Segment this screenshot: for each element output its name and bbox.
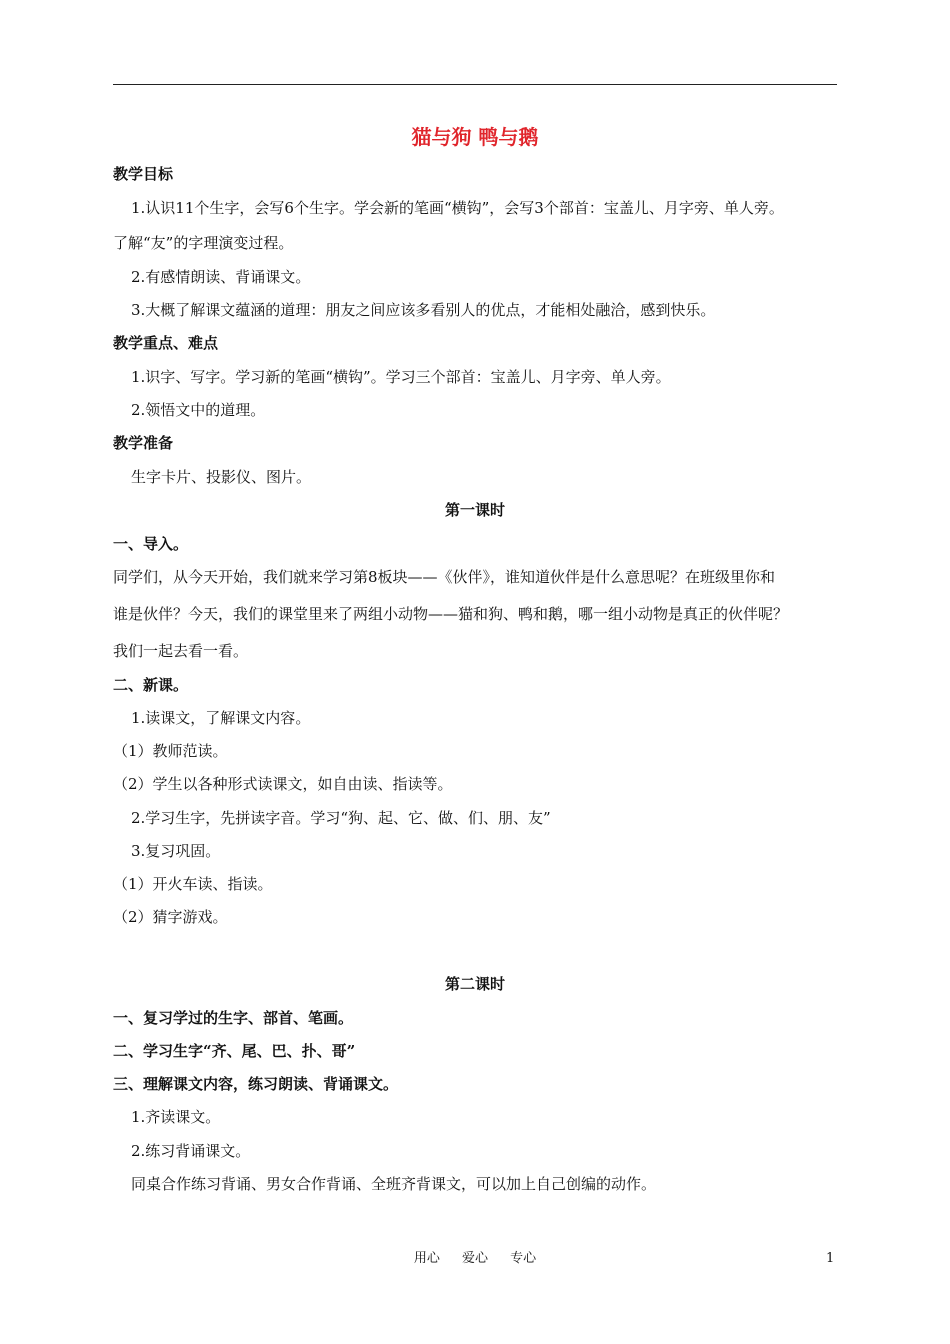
footer-word-3: 专心 xyxy=(510,1251,537,1266)
goal-item-1: 1.认识11个生字，会写6个生字。学会新的笔画“横钩”，会写3个部首：宝盖儿、月字旁、单人旁。 xyxy=(131,199,784,217)
goal-item-1-continued: 了解“友”的字理演变过程。 xyxy=(113,234,294,252)
page-footer xyxy=(0,1250,950,1268)
footer-word-2: 爱心 xyxy=(461,1251,488,1266)
lesson-1-step-1b: （2）学生以各种形式读课文，如自由读、指读等。 xyxy=(113,775,453,793)
lesson-1-step-3b: （2）猜字游戏。 xyxy=(113,908,228,926)
lesson-1-step-1a: （1）教师范读。 xyxy=(113,742,228,760)
lesson-1-new-lesson-heading: 二、新课。 xyxy=(113,676,189,694)
lesson-2-step-1: 1.齐读课文。 xyxy=(131,1108,221,1126)
section-heading-goals: 教学目标 xyxy=(113,165,174,183)
header-rule xyxy=(113,84,837,85)
lesson-2-step-2: 2.练习背诵课文。 xyxy=(131,1142,251,1160)
lesson-1-step-3: 3.复习巩固。 xyxy=(131,842,221,860)
lesson-1-intro-paragraph-line-2: 谁是伙伴？今天，我们的课堂里来了两组小动物——猫和狗、鸭和鹅，哪一组小动物是真正的伙伴呢？ xyxy=(113,605,789,623)
lesson-2-section-3: 三、理解课文内容，练习朗读、背诵课文。 xyxy=(113,1075,399,1093)
lesson-2-section-2: 二、学习生字“齐、尾、巴、扑、哥” xyxy=(113,1042,356,1060)
preparation-text: 生字卡片、投影仪、图片。 xyxy=(131,468,312,486)
goal-item-2: 2.有感情朗读、背诵课文。 xyxy=(131,268,311,286)
goal-item-3: 3.大概了解课文蕴涵的道理：朋友之间应该多看别人的优点，才能相处融洽，感到快乐。 xyxy=(131,301,716,319)
lesson-2-step-2-detail: 同桌合作练习背诵、男女合作背诵、全班齐背课文，可以加上自己创编的动作。 xyxy=(131,1175,657,1193)
lesson-1-intro-heading: 一、导入。 xyxy=(113,535,189,553)
page-number: 1 xyxy=(826,1251,835,1266)
lesson-2-heading: 第二课时 xyxy=(444,975,505,993)
lesson-1-step-2: 2.学习生字，先拼读字音。学习“狗、起、它、做、们、朋、友” xyxy=(131,809,551,827)
document-title: 猫与狗 鸭与鹅 xyxy=(411,125,539,149)
key-point-1: 1.识字、写字。学习新的笔画“横钩”。学习三个部首：宝盖儿、月字旁、单人旁。 xyxy=(131,368,671,386)
lesson-1-heading: 第一课时 xyxy=(444,501,505,519)
lesson-1-step-3a: （1）开火车读、指读。 xyxy=(113,875,273,893)
footer-word-1: 用心 xyxy=(413,1251,440,1266)
lesson-1-intro-paragraph-line-3: 我们一起去看一看。 xyxy=(113,642,249,660)
lesson-1-step-1: 1.读课文，了解课文内容。 xyxy=(131,709,311,727)
lesson-2-section-1: 一、复习学过的生字、部首、笔画。 xyxy=(113,1009,354,1027)
key-point-2: 2.领悟文中的道理。 xyxy=(131,401,266,419)
section-heading-preparation: 教学准备 xyxy=(113,434,174,452)
section-heading-key-points: 教学重点、难点 xyxy=(113,334,219,352)
lesson-1-intro-paragraph-line-1: 同学们，从今天开始，我们就来学习第8板块——《伙伴》，谁知道伙伴是什么意思呢？在班级里你和 xyxy=(113,568,776,586)
